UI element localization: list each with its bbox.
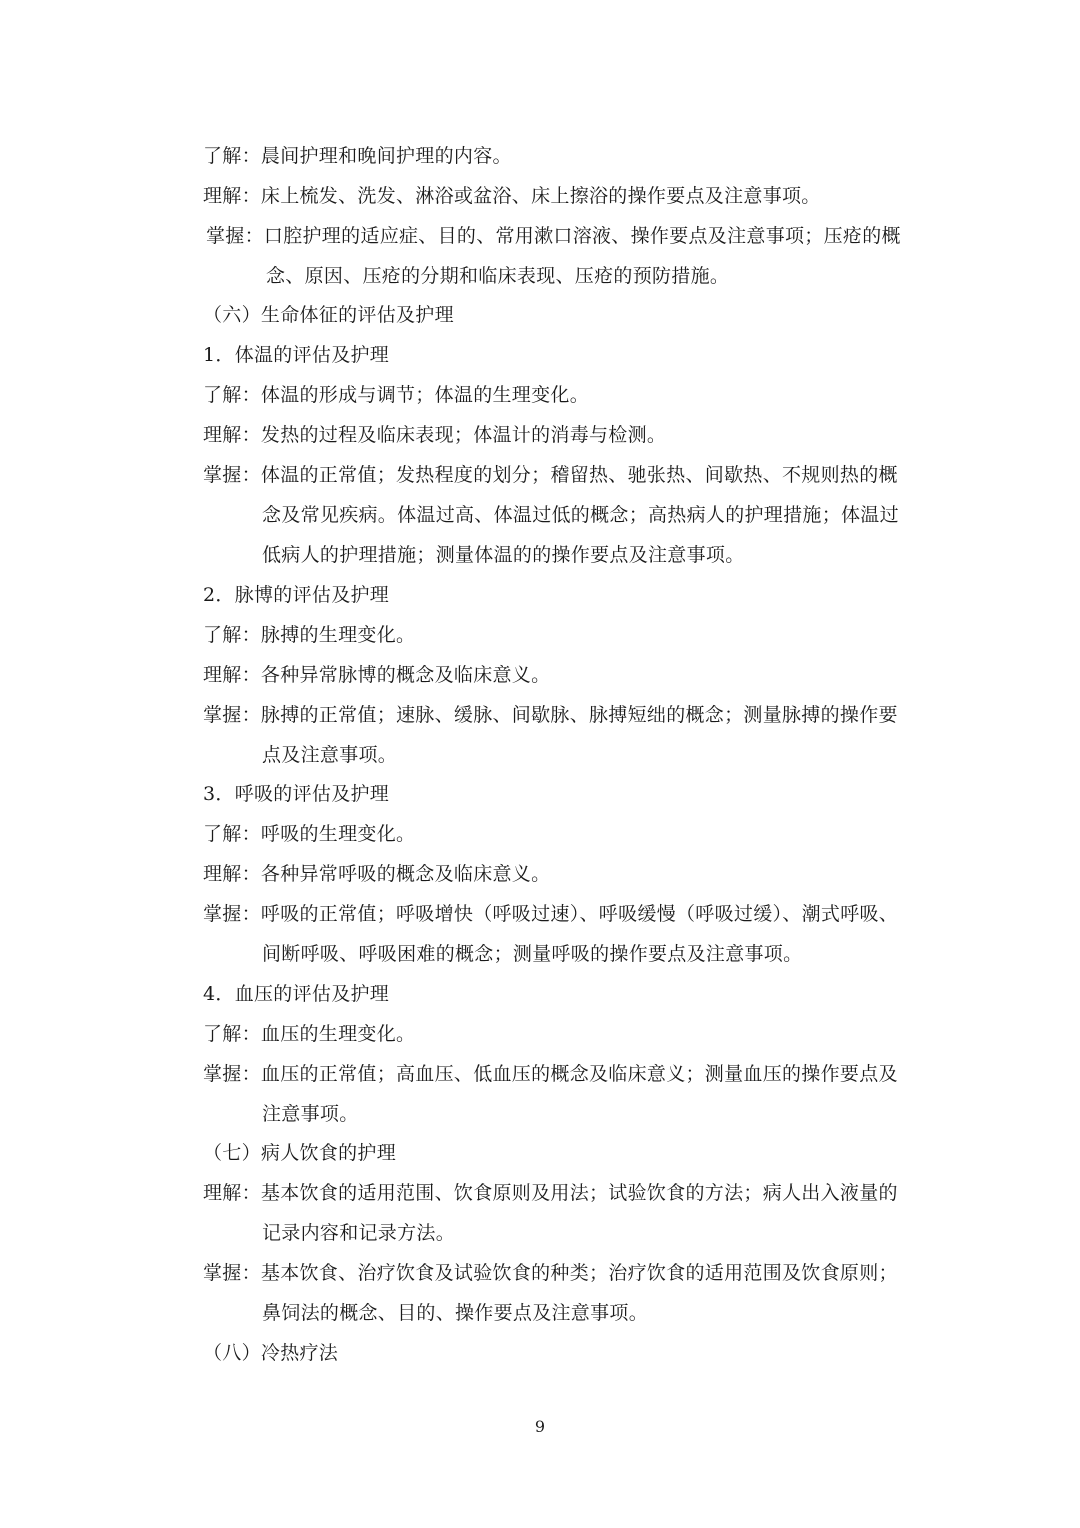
text-line: 掌握：基本饮食、治疗饮食及试验饮食的种类；治疗饮食的适用范围及饮食原则； (203, 1262, 898, 1284)
subsection-heading: 2．脉博的评估及护理 (203, 584, 390, 606)
text-line: 了解：体温的形成与调节；体温的生理变化。 (203, 384, 590, 406)
text-line-continuation: 念及常见疾病。体温过高、体温过低的概念；高热病人的护理措施；体温过 (262, 504, 899, 526)
section-heading: （八）冷热疗法 (203, 1342, 339, 1364)
text-line-continuation: 念、原因、压疮的分期和临床表现、压疮的预防措施。 (266, 265, 730, 287)
text-line-continuation: 注意事项。 (262, 1103, 359, 1125)
section-heading: （六）生命体征的评估及护理 (203, 304, 454, 326)
text-line: 掌握：血压的正常值；高血压、低血压的概念及临床意义；测量血压的操作要点及 (203, 1063, 898, 1085)
text-line-continuation: 低病人的护理措施；测量体温的的操作要点及注意事项。 (262, 544, 745, 566)
text-line: 掌握：体温的正常值；发热程度的划分；稽留热、驰张热、间歇热、不规则热的概 (203, 464, 898, 486)
subsection-heading: 4．血压的评估及护理 (203, 983, 390, 1005)
text-line: 理解：发热的过程及临床表现；体温计的消毒与检测。 (203, 424, 667, 446)
text-line: 掌握：口腔护理的适应症、目的、常用漱口溶液、操作要点及注意事项；压疮的概 (206, 225, 901, 247)
text-line: 了解：晨间护理和晚间护理的内容。 (203, 145, 512, 167)
text-line-continuation: 鼻饲法的概念、目的、操作要点及注意事项。 (262, 1302, 649, 1324)
subsection-heading: 1．体温的评估及护理 (203, 344, 390, 366)
text-line: 理解：各种异常脉博的概念及临床意义。 (203, 664, 551, 686)
text-line-continuation: 记录内容和记录方法。 (262, 1222, 456, 1244)
text-line: 理解：床上梳发、洗发、淋浴或盆浴、床上擦浴的操作要点及注意事项。 (203, 185, 821, 207)
text-line: 了解：脉搏的生理变化。 (203, 624, 416, 646)
text-line: 了解：呼吸的生理变化。 (203, 823, 416, 845)
page-number: 9 (534, 1417, 546, 1436)
text-line: 理解：基本饮食的适用范围、饮食原则及用法；试验饮食的方法；病人出入液量的 (203, 1182, 898, 1204)
subsection-heading: 3．呼吸的评估及护理 (203, 783, 390, 805)
text-line: 掌握：脉搏的正常值；速脉、缓脉、间歇脉、脉搏短绌的概念；测量脉搏的操作要 (203, 704, 898, 726)
text-line-continuation: 点及注意事项。 (262, 744, 398, 766)
text-line: 掌握：呼吸的正常值；呼吸增快（呼吸过速）、呼吸缓慢（呼吸过缓）、潮式呼吸、 (203, 903, 899, 925)
text-line: 了解：血压的生理变化。 (203, 1023, 416, 1045)
text-line: 理解：各种异常呼吸的概念及临床意义。 (203, 863, 551, 885)
text-line-continuation: 间断呼吸、呼吸困难的概念；测量呼吸的操作要点及注意事项。 (262, 943, 803, 965)
section-heading: （七）病人饮食的护理 (203, 1142, 397, 1164)
